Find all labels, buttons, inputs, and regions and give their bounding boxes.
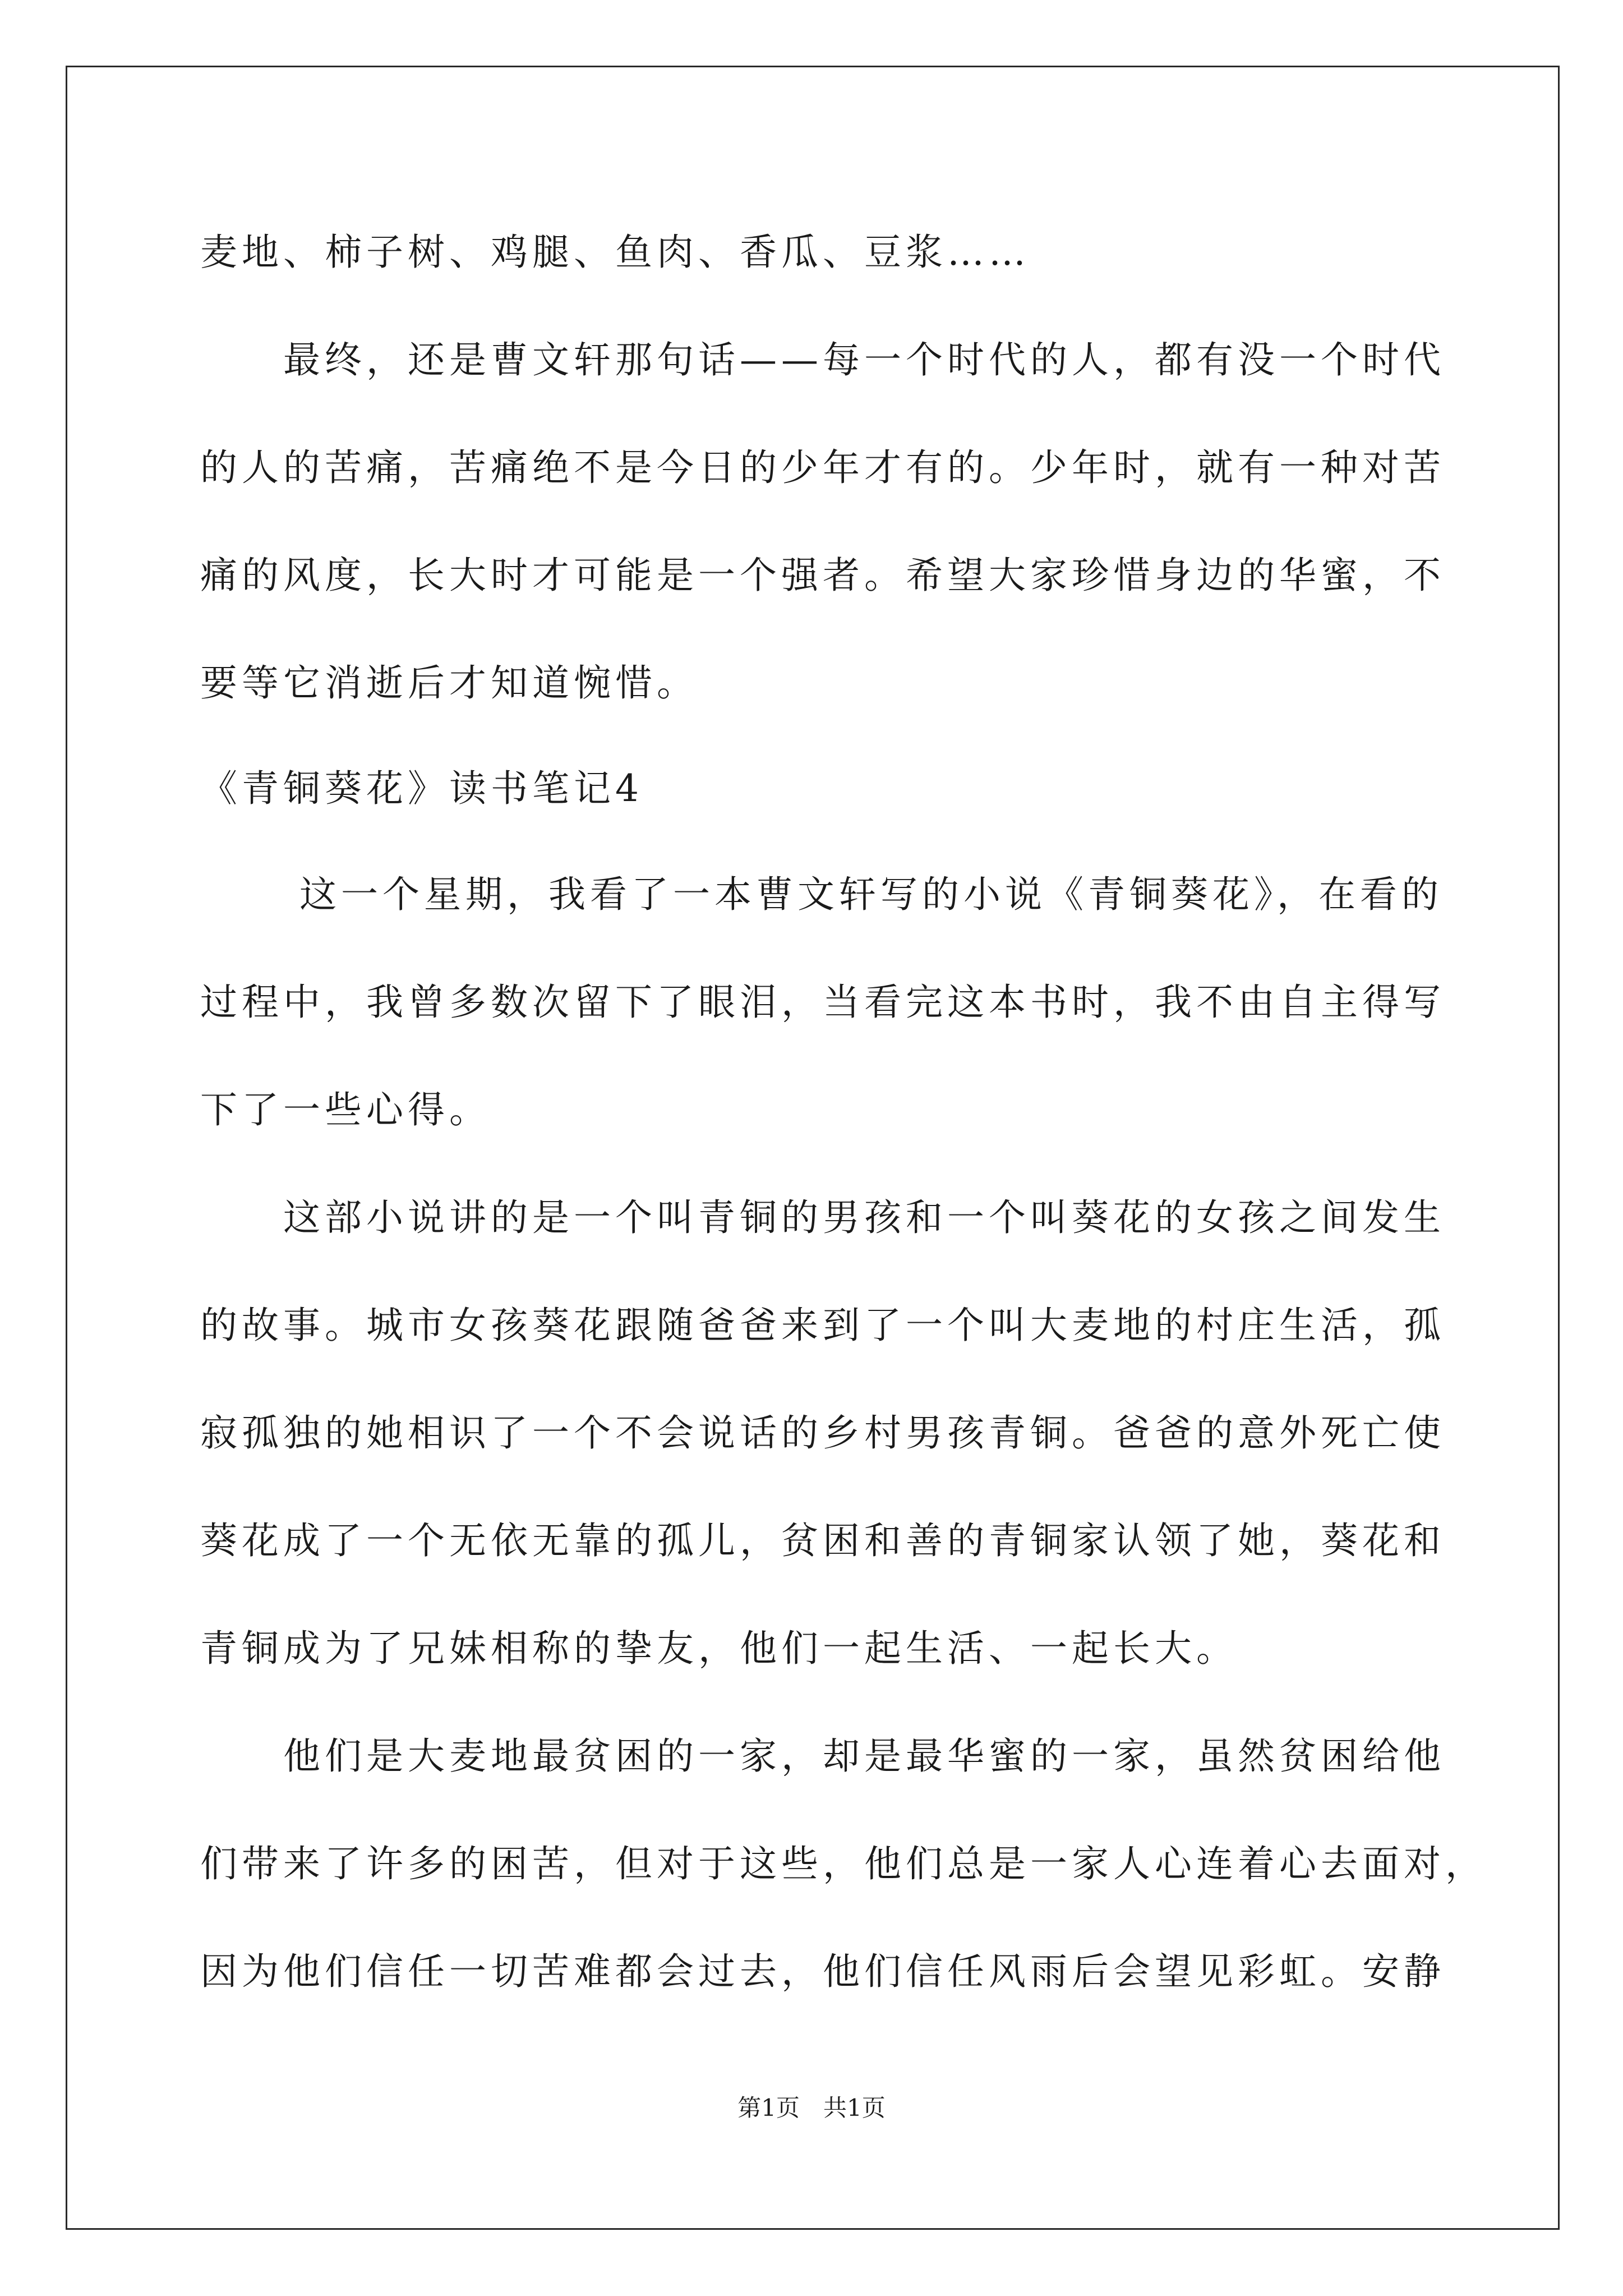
text-line: 寂孤独的她相识了一个不会说话的乡村男孩青铜。爸爸的意外死亡使 [200,1411,1445,1455]
text-line: 葵花成了一个无依无靠的孤儿，贫困和善的青铜家认领了她，葵花和 [200,1519,1445,1562]
text-line: 痛的风度，长大时才可能是一个强者。希望大家珍惜身边的华蜜，不 [200,554,1445,597]
text-line: 麦地、柿子树、鸡腿、鱼肉、香瓜、豆浆…… [200,231,1030,274]
page-border [66,66,1560,2230]
text-line: 这部小说讲的是一个叫青铜的男孩和一个叫葵花的女孩之间发生 [200,1196,1445,1239]
text-line: 的人的苦痛，苦痛绝不是今日的少年才有的。少年时，就有一种对苦 [200,446,1445,489]
text-line: 他们是大麦地最贫困的一家，却是最华蜜的一家，虽然贫困给他 [200,1734,1445,1778]
text-line: 最终，还是曹文轩那句话——每一个时代的人，都有没一个时代 [200,338,1445,381]
text-line: 这一个星期，我看了一本曹文轩写的小说《青铜葵花》，在看的 [200,873,1443,916]
text-line: 过程中，我曾多数次留下了眼泪，当看完这本书时，我不由自主得写 [200,981,1445,1024]
page-footer: 第1页 共1页 [737,2094,886,2122]
text-line: 青铜成为了兄妹相称的挚友，他们一起生活、一起长大。 [200,1627,1238,1670]
text-line: 下了一些心得。 [200,1088,491,1131]
text-line: 因为他们信任一切苦难都会过去，他们信任风雨后会望见彩虹。安静 [200,1950,1445,1993]
section-heading: 《青铜葵花》读书笔记4 [200,767,643,810]
text-line: 的故事。城市女孩葵花跟随爸爸来到了一个叫大麦地的村庄生活，孤 [200,1304,1445,1347]
text-line: 要等它消逝后才知道惋惜。 [200,661,698,705]
text-line: 们带来了许多的困苦，但对于这些，他们总是一家人心连着心去面对， [200,1842,1487,1885]
